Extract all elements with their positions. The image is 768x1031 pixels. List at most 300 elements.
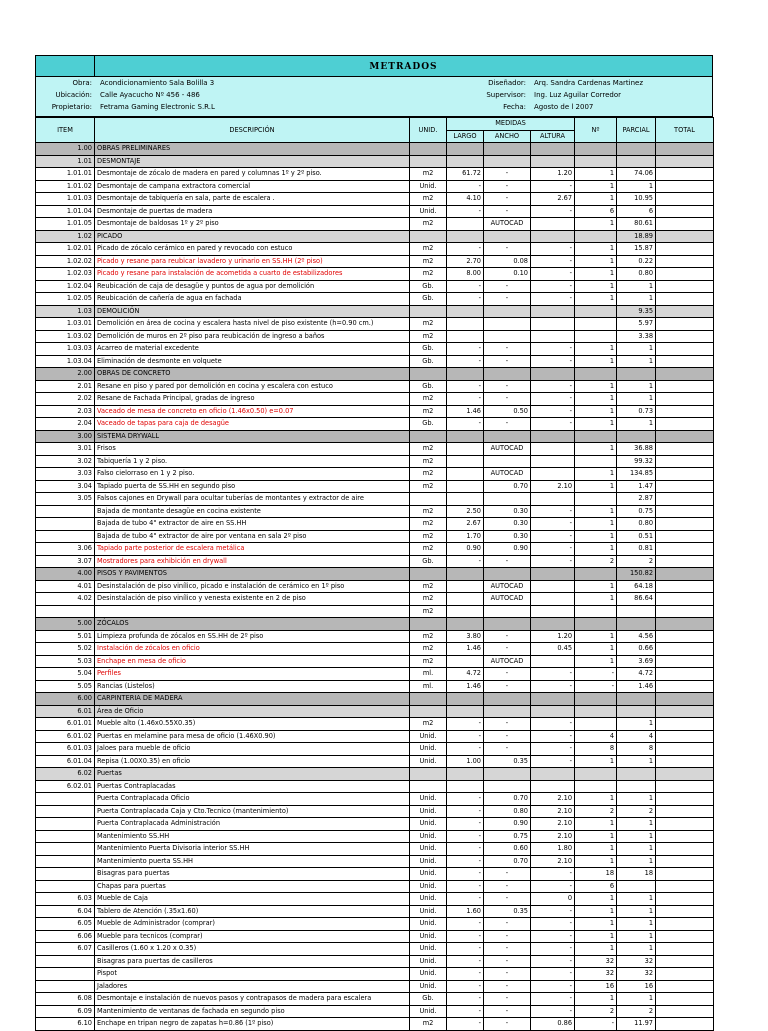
cell-altura: 2.67	[531, 193, 575, 206]
cell-item: 1.01.03	[36, 193, 95, 206]
table-row	[36, 818, 714, 831]
cell-largo	[447, 480, 484, 493]
cell-descripcion: Resane en piso y pared por demolición en cocina y escalera con estuco	[95, 380, 410, 393]
cell-unid: Gb.	[410, 293, 447, 306]
cell-descripcion: Vaceado de mesa de concreto en oficio (1.46x0.50) e=0.07	[95, 405, 410, 418]
table-row	[36, 980, 714, 993]
cell-unid: Unid.	[410, 855, 447, 868]
cell-descripcion: CARPINTERIA DE MADERA	[95, 693, 410, 706]
table-row	[36, 993, 714, 1006]
cell-item: 6.10	[36, 1018, 95, 1031]
cell-descripcion: SISTEMA DRYWALL	[95, 430, 410, 443]
cell-unid	[410, 493, 447, 506]
cell-num: 6	[575, 880, 617, 893]
cell-largo: -	[447, 805, 484, 818]
cell-ancho: -	[484, 643, 531, 656]
cell-unid: m2	[410, 255, 447, 268]
cell-ancho: 0.30	[484, 530, 531, 543]
table-row	[36, 918, 714, 931]
cell-altura	[531, 230, 575, 243]
cell-altura	[531, 580, 575, 593]
cell-altura: -	[531, 743, 575, 756]
cell-largo	[447, 780, 484, 793]
section-row	[36, 430, 714, 443]
subsection-row	[36, 305, 714, 318]
cell-altura	[531, 493, 575, 506]
cell-num: 18	[575, 868, 617, 881]
cell-largo: -	[447, 793, 484, 806]
cell-item: 4.01	[36, 580, 95, 593]
cell-num: -	[575, 680, 617, 693]
cell-ancho: -	[484, 418, 531, 431]
cell-total	[656, 918, 714, 931]
cell-largo: 3.80	[447, 630, 484, 643]
cell-parcial	[617, 605, 656, 618]
cell-total	[656, 243, 714, 256]
disenador-value: Arq. Sandra Cardenas Martinez	[534, 79, 644, 87]
cell-total	[656, 580, 714, 593]
cell-unid	[410, 368, 447, 381]
cell-item	[36, 530, 95, 543]
cell-num	[575, 143, 617, 156]
cell-descripcion: Repisa (1.00X0.35) en oficio	[95, 755, 410, 768]
cell-largo: 2.70	[447, 255, 484, 268]
cell-parcial: 2	[617, 805, 656, 818]
table-row	[36, 855, 714, 868]
cell-largo: 1.46	[447, 405, 484, 418]
cell-total	[656, 418, 714, 431]
cell-largo: 2.67	[447, 518, 484, 531]
cell-descripcion: Enchape en tripan negro de zapatas h=0.86 (1º piso)	[95, 1018, 410, 1031]
cell-altura	[531, 318, 575, 331]
cell-ancho: -	[484, 280, 531, 293]
cell-unid	[410, 568, 447, 581]
cell-unid: Unid.	[410, 893, 447, 906]
cell-unid: m2	[410, 268, 447, 281]
table-row	[36, 455, 714, 468]
cell-descripcion: OBRAS DE CONCRETO	[95, 368, 410, 381]
cell-largo	[447, 705, 484, 718]
cell-ancho: -	[484, 243, 531, 256]
cell-num: 1	[575, 630, 617, 643]
cell-item	[36, 855, 95, 868]
cell-total	[656, 805, 714, 818]
cell-num	[575, 493, 617, 506]
table-row	[36, 318, 714, 331]
cell-unid: Unid.	[410, 905, 447, 918]
cell-num: 2	[575, 555, 617, 568]
cell-ancho: AUTOCAD	[484, 443, 531, 456]
cell-total	[656, 230, 714, 243]
cell-unid: Unid.	[410, 730, 447, 743]
table-row	[36, 930, 714, 943]
cell-descripcion: ZÓCALOS	[95, 618, 410, 631]
table-row	[36, 218, 714, 231]
cell-largo: -	[447, 730, 484, 743]
cell-item	[36, 868, 95, 881]
cell-parcial: 11.97	[617, 1018, 656, 1031]
cell-ancho	[484, 430, 531, 443]
cell-num: -	[575, 668, 617, 681]
cell-num	[575, 155, 617, 168]
cell-parcial	[617, 780, 656, 793]
cell-largo: -	[447, 968, 484, 981]
cell-descripcion: Bajada de montante desagüe en cocina existente	[95, 505, 410, 518]
cell-parcial: 0.81	[617, 543, 656, 556]
cell-item: 1.02.03	[36, 268, 95, 281]
cell-item: 5.02	[36, 643, 95, 656]
cell-parcial: 1	[617, 830, 656, 843]
cell-ancho: 0.70	[484, 793, 531, 806]
cell-descripcion: Chapas para puertas	[95, 880, 410, 893]
cell-altura: -	[531, 243, 575, 256]
cell-ancho	[484, 318, 531, 331]
cell-largo	[447, 318, 484, 331]
cell-ancho: -	[484, 993, 531, 1006]
cell-num: 1	[575, 443, 617, 456]
cell-unid: Unid.	[410, 805, 447, 818]
cell-num: 1	[575, 218, 617, 231]
cell-ancho: -	[484, 1005, 531, 1018]
cell-descripcion: Instalación de zócalos en oficio	[95, 643, 410, 656]
cell-altura: -	[531, 255, 575, 268]
cell-altura: 2.10	[531, 830, 575, 843]
cell-descripcion: Demolición en área de cocina y escalera hasta nivel de piso existente (h=0.90 cm.)	[95, 318, 410, 331]
cell-altura	[531, 455, 575, 468]
cell-ancho: 0.50	[484, 405, 531, 418]
table-row	[36, 968, 714, 981]
cell-descripcion: Mantenimiento de ventanas de fachada en segundo piso	[95, 1005, 410, 1018]
cell-largo: -	[447, 830, 484, 843]
table-row	[36, 418, 714, 431]
table-row	[36, 393, 714, 406]
cell-parcial: 1	[617, 180, 656, 193]
cell-unid	[410, 155, 447, 168]
table-row	[36, 955, 714, 968]
cell-ancho	[484, 618, 531, 631]
cell-total	[656, 680, 714, 693]
cell-ancho: 0.75	[484, 830, 531, 843]
metrados-rows	[36, 143, 714, 1031]
header-largo: LARGO	[447, 130, 484, 143]
cell-parcial: 5.97	[617, 318, 656, 331]
cell-unid: Unid.	[410, 205, 447, 218]
cell-parcial: 1	[617, 893, 656, 906]
cell-descripcion: Desinstalación de piso vinílico, picado e instalación de cerámico en 1º piso	[95, 580, 410, 593]
cell-num: 1	[575, 180, 617, 193]
cell-largo: -	[447, 980, 484, 993]
cell-unid: Unid.	[410, 843, 447, 856]
cell-descripcion: Falsos cajones en Drywall para ocultar tuberías de montantes y extractor de aire	[95, 493, 410, 506]
cell-unid: Unid.	[410, 918, 447, 931]
cell-parcial: 6	[617, 205, 656, 218]
cell-altura: 1.20	[531, 168, 575, 181]
cell-ancho: 0.35	[484, 905, 531, 918]
cell-total	[656, 880, 714, 893]
cell-ancho: -	[484, 730, 531, 743]
cell-item: 3.05	[36, 493, 95, 506]
header-descripcion: DESCRIPCIÓN	[95, 118, 410, 143]
cell-largo: 61.72	[447, 168, 484, 181]
cell-largo: 4.10	[447, 193, 484, 206]
cell-descripcion: Acarreo de material excedente	[95, 343, 410, 356]
cell-parcial: 1	[617, 418, 656, 431]
table-row	[36, 343, 714, 356]
cell-unid: Gb.	[410, 343, 447, 356]
cell-largo	[447, 455, 484, 468]
table-row	[36, 180, 714, 193]
cell-descripcion: Perfiles	[95, 668, 410, 681]
table-row	[36, 443, 714, 456]
cell-descripcion: Rancias (Listelos)	[95, 680, 410, 693]
cell-altura	[531, 305, 575, 318]
cell-parcial: 1.46	[617, 680, 656, 693]
cell-largo	[447, 593, 484, 606]
cell-unid: Unid.	[410, 743, 447, 756]
cell-unid: m2	[410, 518, 447, 531]
cell-largo: -	[447, 1005, 484, 1018]
cell-descripcion: Desmontaje de puertas de madera	[95, 205, 410, 218]
cell-ancho: -	[484, 980, 531, 993]
cell-ancho: -	[484, 968, 531, 981]
cell-descripcion: Pispot	[95, 968, 410, 981]
cell-descripcion: Tapiado puerta de SS.HH en segundo piso	[95, 480, 410, 493]
table-row	[36, 405, 714, 418]
cell-total	[656, 543, 714, 556]
cell-altura: -	[531, 293, 575, 306]
cell-total	[656, 868, 714, 881]
cell-largo: 1.00	[447, 755, 484, 768]
cell-num: 1	[575, 918, 617, 931]
cell-total	[656, 455, 714, 468]
cell-ancho	[484, 705, 531, 718]
cell-descripcion: Bisagras para puertas de casilleros	[95, 955, 410, 968]
cell-descripcion: Puerta Contraplacada Administración	[95, 818, 410, 831]
cell-unid: Unid.	[410, 955, 447, 968]
cell-unid: m2	[410, 543, 447, 556]
cell-unid: m2	[410, 630, 447, 643]
cell-altura: 1.20	[531, 630, 575, 643]
cell-parcial: 1	[617, 343, 656, 356]
cell-num: 1	[575, 543, 617, 556]
cell-largo: -	[447, 880, 484, 893]
cell-total	[656, 705, 714, 718]
cell-parcial: 18	[617, 868, 656, 881]
cell-num: 1	[575, 843, 617, 856]
cell-parcial: 0.80	[617, 518, 656, 531]
cell-num: 1	[575, 855, 617, 868]
cell-parcial: 4	[617, 730, 656, 743]
table-row	[36, 680, 714, 693]
cell-altura: -	[531, 555, 575, 568]
cell-descripcion: Demolición de muros en 2º piso para reubicación de ingreso a baños	[95, 330, 410, 343]
cell-parcial: 1	[617, 755, 656, 768]
cell-num: 8	[575, 743, 617, 756]
cell-parcial	[617, 430, 656, 443]
cell-item	[36, 505, 95, 518]
cell-ancho: -	[484, 955, 531, 968]
section-row	[36, 568, 714, 581]
cell-ancho: -	[484, 355, 531, 368]
cell-num	[575, 230, 617, 243]
cell-parcial	[617, 693, 656, 706]
cell-altura	[531, 568, 575, 581]
cell-total	[656, 218, 714, 231]
cell-num: 2	[575, 805, 617, 818]
cell-ancho: 0.80	[484, 805, 531, 818]
cell-num	[575, 568, 617, 581]
cell-ancho: -	[484, 880, 531, 893]
cell-altura: -	[531, 718, 575, 731]
cell-parcial: 1	[617, 718, 656, 731]
cell-unid: Unid.	[410, 1005, 447, 1018]
cell-altura	[531, 705, 575, 718]
cell-item: 3.04	[36, 480, 95, 493]
cell-descripcion: Picado de zócalo cerámico en pared y revocado con estuco	[95, 243, 410, 256]
cell-unid: m2	[410, 243, 447, 256]
cell-ancho: 0.30	[484, 518, 531, 531]
cell-descripcion: Desmontaje de campana extractora comercial	[95, 180, 410, 193]
cell-descripcion: Desmontaje de zócalo de madera en pared y columnas 1º y 2º piso.	[95, 168, 410, 181]
cell-item: 1.01.02	[36, 180, 95, 193]
propietario-value: Fetrama Gaming Electronic S.R.L	[100, 103, 215, 111]
cell-num: 1	[575, 193, 617, 206]
cell-num: 1	[575, 480, 617, 493]
cell-parcial: 80.61	[617, 218, 656, 231]
cell-altura	[531, 468, 575, 481]
cell-largo: -	[447, 380, 484, 393]
cell-altura: -	[531, 980, 575, 993]
cell-total	[656, 643, 714, 656]
table-row	[36, 493, 714, 506]
cell-descripcion: Mantenimiento SS.HH	[95, 830, 410, 843]
cell-total	[656, 305, 714, 318]
cell-parcial: 0.80	[617, 268, 656, 281]
cell-altura: -	[531, 530, 575, 543]
cell-parcial: 1	[617, 380, 656, 393]
cell-descripcion: Vaceado de tapas para caja de desagüe	[95, 418, 410, 431]
cell-parcial: 0.66	[617, 643, 656, 656]
cell-total	[656, 518, 714, 531]
cell-item	[36, 830, 95, 843]
cell-ancho: 0.60	[484, 843, 531, 856]
cell-altura	[531, 330, 575, 343]
cell-total	[656, 468, 714, 481]
obra-label: Obra:	[72, 79, 92, 87]
cell-num: 1	[575, 268, 617, 281]
subsection-row	[36, 768, 714, 781]
cell-item: 1.03.02	[36, 330, 95, 343]
cell-ancho: 0.90	[484, 543, 531, 556]
cell-total	[656, 143, 714, 156]
cell-total	[656, 893, 714, 906]
cell-parcial: 2	[617, 555, 656, 568]
cell-ancho	[484, 768, 531, 781]
cell-ancho	[484, 568, 531, 581]
cell-descripcion: Desinstalación de piso vinílico y venesta existente en 2 de piso	[95, 593, 410, 606]
cell-total	[656, 593, 714, 606]
cell-total	[656, 380, 714, 393]
cell-total	[656, 630, 714, 643]
table-row	[36, 868, 714, 881]
table-row	[36, 255, 714, 268]
cell-num: 1	[575, 243, 617, 256]
cell-largo: -	[447, 343, 484, 356]
cell-altura: -	[531, 180, 575, 193]
table-row	[36, 168, 714, 181]
cell-num: 1	[575, 418, 617, 431]
cell-parcial: 1	[617, 393, 656, 406]
cell-num	[575, 330, 617, 343]
cell-item: 1.01.05	[36, 218, 95, 231]
cell-unid	[410, 305, 447, 318]
cell-item: 5.05	[36, 680, 95, 693]
cell-total	[656, 430, 714, 443]
cell-total	[656, 493, 714, 506]
cell-parcial: 0.75	[617, 505, 656, 518]
table-row	[36, 880, 714, 893]
cell-largo	[447, 230, 484, 243]
cell-largo: -	[447, 930, 484, 943]
cell-unid: ml.	[410, 668, 447, 681]
cell-parcial: 2	[617, 1005, 656, 1018]
cell-num: 1	[575, 505, 617, 518]
cell-unid: m2	[410, 1018, 447, 1031]
cell-unid: m2	[410, 643, 447, 656]
cell-parcial: 8	[617, 743, 656, 756]
cell-altura	[531, 655, 575, 668]
table-row	[36, 943, 714, 956]
cell-altura: -	[531, 505, 575, 518]
cell-largo: -	[447, 743, 484, 756]
cell-largo	[447, 218, 484, 231]
table-row	[36, 293, 714, 306]
cell-largo: -	[447, 1018, 484, 1031]
cell-largo	[447, 143, 484, 156]
cell-parcial	[617, 768, 656, 781]
table-row	[36, 630, 714, 643]
table-row	[36, 718, 714, 731]
cell-total	[656, 955, 714, 968]
table-row	[36, 905, 714, 918]
cell-ancho	[484, 368, 531, 381]
cell-item: 3.02	[36, 455, 95, 468]
cell-descripcion: Mueble de Caja	[95, 893, 410, 906]
table-row	[36, 668, 714, 681]
cell-total	[656, 480, 714, 493]
header-total: TOTAL	[656, 118, 714, 143]
cell-descripcion: Desmontaje e instalación de nuevos pasos y contrapasos de madera para escalera	[95, 993, 410, 1006]
cell-ancho: -	[484, 668, 531, 681]
cell-descripcion: Mueble alto (1.46x0.55X0.35)	[95, 718, 410, 731]
cell-total	[656, 318, 714, 331]
header-item: ITEM	[36, 118, 95, 143]
cell-item	[36, 955, 95, 968]
cell-largo: 2.50	[447, 505, 484, 518]
cell-altura: -	[531, 268, 575, 281]
cell-ancho: -	[484, 193, 531, 206]
table-row	[36, 580, 714, 593]
cell-total	[656, 1005, 714, 1018]
cell-parcial: 86.64	[617, 593, 656, 606]
cell-parcial	[617, 368, 656, 381]
cell-largo: 4.72	[447, 668, 484, 681]
cell-total	[656, 505, 714, 518]
table-row	[36, 330, 714, 343]
cell-item	[36, 880, 95, 893]
cell-altura: 2.10	[531, 818, 575, 831]
cell-item: 1.03.04	[36, 355, 95, 368]
